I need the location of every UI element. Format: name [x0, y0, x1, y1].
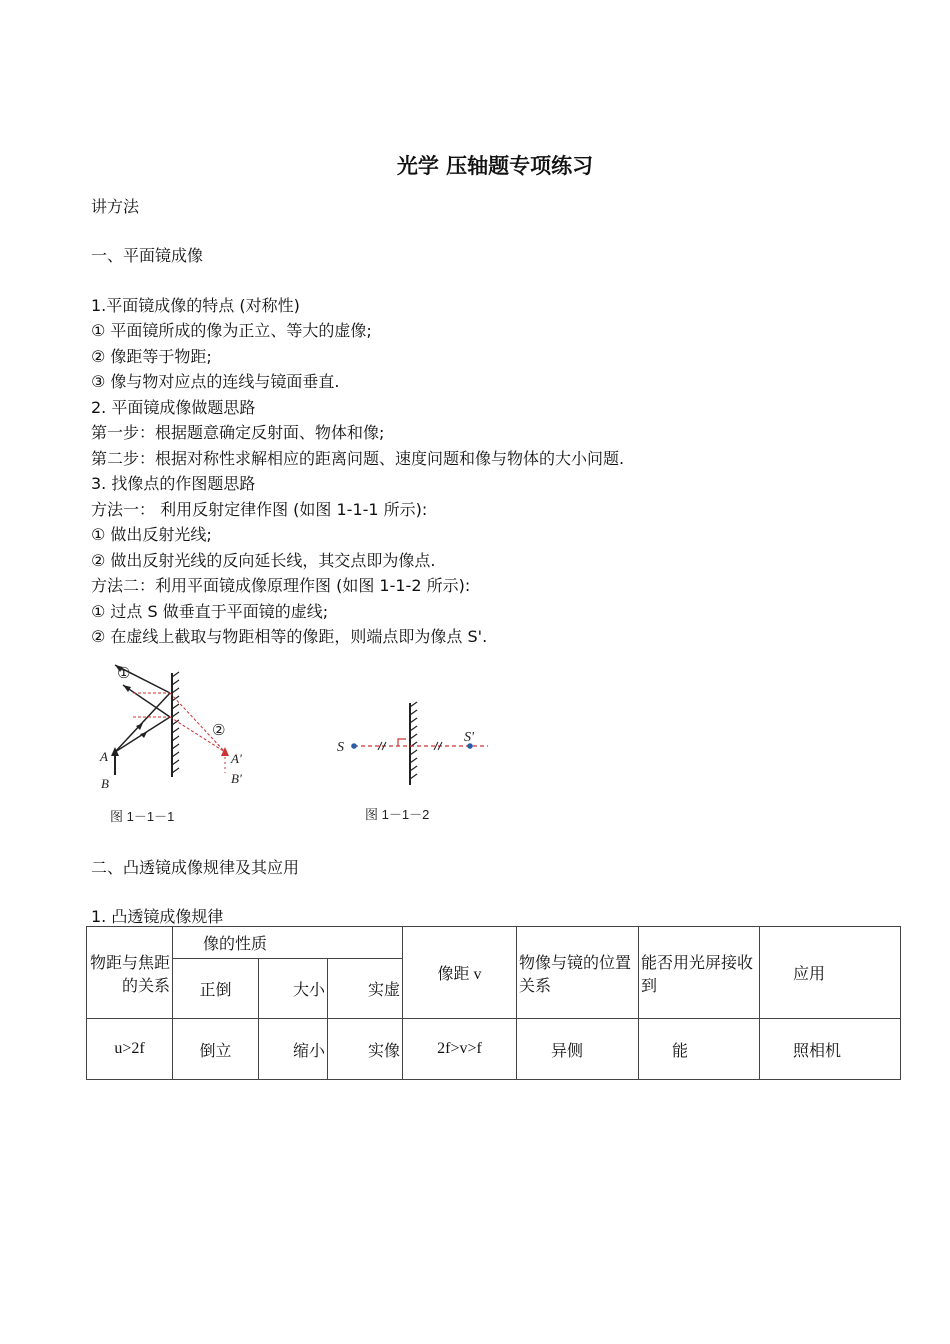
convex-lens-table [86, 926, 901, 1080]
body-line: ② 在虚线上截取与物距相等的像距，则端点即为像点 S'. [91, 627, 488, 646]
body-line: 第一步：根据题意确定反射面、物体和像; [91, 423, 385, 442]
section1-heading: 一、平面镜成像 [91, 246, 204, 265]
cell-screen: 能 [639, 1019, 760, 1080]
fig1-label-A: A [100, 749, 108, 764]
header-nature: 像的性质 [173, 927, 403, 959]
cell-use: 照相机 [760, 1019, 901, 1080]
body-line: ③ 像与物对应点的连线与镜面垂直. [91, 372, 340, 391]
body-line: ① 过点 S 做垂直于平面镜的虚线; [91, 602, 329, 621]
cell-v: 2f>v>f [403, 1019, 517, 1080]
cell-size: 缩小 [259, 1019, 328, 1080]
section2-subheading: 1. 凸透镜成像规律 [91, 907, 224, 926]
header-image-distance: 像距 v [403, 927, 517, 1019]
fig1-label-1: ① [117, 664, 131, 682]
body-line: 2. 平面镜成像做题思路 [91, 398, 256, 417]
fig1-label-2: ② [212, 721, 226, 739]
header-relation: 物距与焦距的关系 [87, 927, 173, 1019]
header-real: 实虚 [328, 959, 403, 1019]
figure-1-1-2 [330, 695, 500, 790]
cell-u: u>2f [87, 1019, 173, 1080]
body-line: 1.平面镜成像的特点 (对称性) [91, 296, 300, 315]
header-screen: 能否用光屏接收到 [639, 927, 760, 1019]
header-position: 物像与镜的位置关系 [517, 927, 639, 1019]
body-line: ① 做出反射光线; [91, 525, 212, 544]
page-title: 光学 压轴题专项练习 [396, 154, 594, 178]
body-line: 方法一： 利用反射定律作图 (如图 1-1-1 所示): [91, 500, 428, 519]
fig1-label-A-image: A' [231, 751, 242, 766]
body-line: 方法二：利用平面镜成像原理作图 (如图 1-1-2 所示): [91, 576, 471, 595]
section-method: 讲方法 [91, 197, 140, 216]
fig2-label-S: S [337, 740, 344, 755]
cell-position: 异侧 [517, 1019, 639, 1080]
header-size: 大小 [259, 959, 328, 1019]
header-use: 应用 [760, 927, 901, 1019]
body-line: ② 像距等于物距; [91, 347, 212, 366]
fig2-label-S-image: S' [464, 730, 474, 745]
fig1-label-B: B [101, 776, 109, 791]
section2-heading: 二、凸透镜成像规律及其应用 [91, 858, 300, 877]
body-line: 第二步：根据对称性求解相应的距离问题、速度问题和像与物体的大小问题. [91, 449, 625, 468]
figure-1-1-1 [95, 655, 265, 795]
body-line: ① 平面镜所成的像为正立、等大的虚像; [91, 321, 372, 340]
cell-upright: 倒立 [173, 1019, 259, 1080]
fig1-label-B-image: B' [231, 771, 242, 786]
figure-1-1-1-caption: 图 1－1－1 [110, 809, 175, 824]
body-line: 3. 找像点的作图题思路 [91, 474, 256, 493]
figure-1-1-2-caption: 图 1－1－2 [365, 807, 430, 822]
header-upright: 正倒 [173, 959, 259, 1019]
table-row [87, 1019, 901, 1080]
cell-real: 实像 [328, 1019, 403, 1080]
body-line: ② 做出反射光线的反向延长线，其交点即为像点. [91, 551, 436, 570]
